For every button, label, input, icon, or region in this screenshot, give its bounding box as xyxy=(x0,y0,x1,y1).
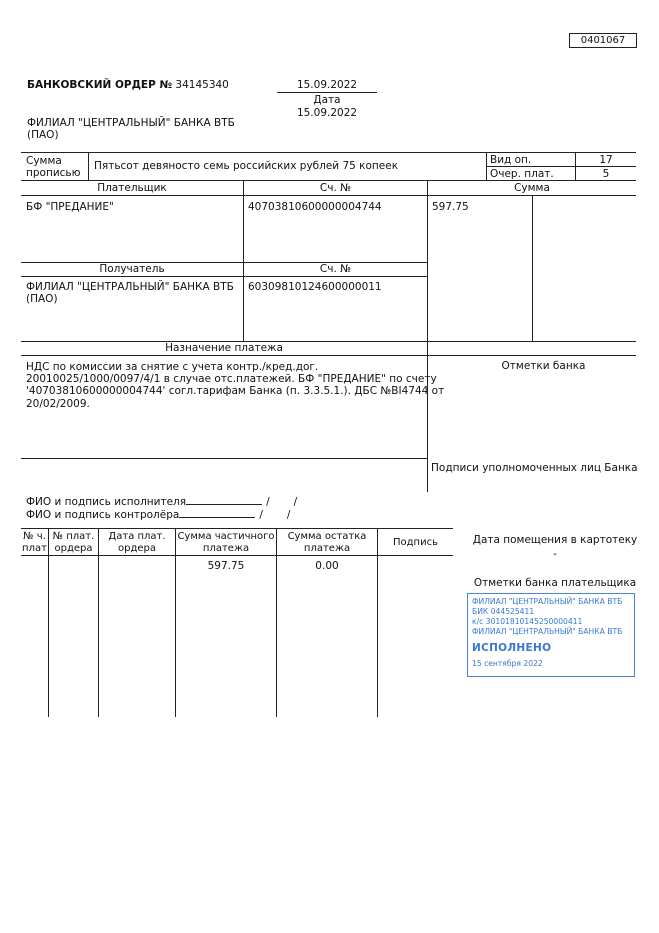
table-line xyxy=(427,180,428,492)
col-header-order-date xyxy=(99,531,175,555)
table-line xyxy=(21,152,636,153)
date-underline xyxy=(277,92,377,93)
table-line xyxy=(276,528,277,717)
op-type-value: 17 xyxy=(599,154,613,166)
table-line xyxy=(21,276,427,277)
sum-value: 597.75 xyxy=(432,201,469,213)
slash: / xyxy=(286,509,291,521)
payer-account-header: Сч. № xyxy=(319,182,352,194)
header-line: Сумма частичного xyxy=(177,531,275,542)
bank-name-line1: ФИЛИАЛ "ЦЕНТРАЛЬНЫЙ" БАНКА ВТБ xyxy=(27,117,235,129)
purpose-line: '40703810600000004744' согл.тарифам Банка (п. 3.3.5.1.). ДБС №BI4744 от xyxy=(26,385,445,398)
table-line xyxy=(532,195,533,341)
header-line: № ч. xyxy=(23,531,46,542)
recipient-header: Получатель xyxy=(99,263,165,275)
slash: / xyxy=(259,509,263,521)
executor-label: ФИО и подпись исполнителя xyxy=(26,496,187,508)
table-line xyxy=(98,528,99,717)
col-header-partial-sum xyxy=(176,531,276,555)
table-line xyxy=(486,152,487,180)
bank-marks-label: Отметки банка xyxy=(501,360,586,372)
purpose-line: 20/02/2009. xyxy=(26,397,90,410)
col-header-remaining-sum xyxy=(277,531,377,555)
header-line: ордера xyxy=(54,543,93,554)
controller-label: ФИО и подпись контролёра xyxy=(26,509,180,521)
stamp-line: ФИЛИАЛ "ЦЕНТРАЛЬНЫЙ" БАНКА ВТБ xyxy=(472,597,623,606)
table-line xyxy=(21,355,636,356)
col-header-signature: Подпись xyxy=(393,537,438,548)
date-value: 15.09.2022 xyxy=(296,79,358,91)
recipient-name-line2: (ПАО) xyxy=(26,293,58,305)
col-header-part-no xyxy=(21,531,48,555)
stamp-line: БИК 044525411 xyxy=(472,607,535,616)
amount-words-label-line2: прописью xyxy=(26,167,81,179)
form-code: 0401067 xyxy=(569,33,637,48)
table-line xyxy=(88,152,89,180)
payer-account: 40703810600000004744 xyxy=(248,201,382,213)
recipient-name xyxy=(26,281,234,305)
amount-words-value: Пятьсот девяносто семь российских рублей 75 копеек xyxy=(94,160,399,172)
purpose-line: НДС по комиссии за снятие с учета контр./кред.дог. xyxy=(26,361,319,373)
recipient-account-header: Сч. № xyxy=(319,263,352,275)
card-file-label: Дата помещения в картотеку xyxy=(472,534,638,546)
table-line xyxy=(175,528,176,717)
slash: / xyxy=(266,496,270,508)
stamp-status: ИСПОЛНЕНО xyxy=(472,642,552,654)
controller-signature-line[interactable] xyxy=(179,507,255,518)
remaining-sum-value: 0.00 xyxy=(315,560,339,572)
table-line xyxy=(48,528,49,717)
header-line: № плат. xyxy=(52,531,95,542)
stamp-line: ФИЛИАЛ "ЦЕНТРАЛЬНЫЙ" БАНКА ВТБ xyxy=(472,627,623,636)
table-line xyxy=(486,166,636,167)
payer-header: Плательщик xyxy=(97,182,167,194)
amount-words-label-line1: Сумма xyxy=(26,155,62,167)
partial-sum-value: 597.75 xyxy=(207,560,245,572)
title-label: БАНКОВСКИЙ ОРДЕР № xyxy=(27,79,173,91)
header-line: платежа xyxy=(202,543,250,554)
purpose-text xyxy=(26,361,444,410)
payer-bank-marks-label: Отметки банка плательщика xyxy=(473,577,637,589)
priority-label: Очер. плат. xyxy=(490,168,554,180)
op-type-label: Вид оп. xyxy=(490,154,532,166)
recipient-account: 60309810124600000011 xyxy=(248,281,382,293)
recipient-name-line1: ФИЛИАЛ "ЦЕНТРАЛЬНЫЙ" БАНКА ВТБ xyxy=(26,281,234,293)
amount-words-label xyxy=(26,155,80,179)
executor-signature-line[interactable] xyxy=(186,494,262,505)
date-label: Дата xyxy=(313,94,341,106)
slash: / xyxy=(293,496,298,508)
bank-signatures-label: Подписи уполномоченных лиц Банка xyxy=(431,462,638,474)
table-line xyxy=(21,195,636,196)
bank-stamp xyxy=(467,593,635,677)
payer-name: БФ "ПРЕДАНИЕ" xyxy=(26,201,114,213)
executor-signature xyxy=(26,494,297,508)
table-line xyxy=(21,555,453,556)
table-line xyxy=(21,458,427,459)
header-line: Сумма остатка xyxy=(287,531,367,542)
purpose-line: 20010025/1000/0097/4/1 в случае отс.платежей. БФ "ПРЕДАНИЕ" по счету xyxy=(26,373,437,386)
table-line xyxy=(243,180,244,341)
bank-name-line2: (ПАО) xyxy=(27,129,59,141)
header-line: платежа xyxy=(303,543,351,554)
header-line: Дата плат. xyxy=(108,531,166,542)
table-line xyxy=(377,528,378,717)
table-line xyxy=(21,528,453,529)
document-title xyxy=(27,79,229,91)
controller-signature xyxy=(26,507,290,521)
table-line xyxy=(21,180,636,181)
date-second: 15.09.2022 xyxy=(296,107,358,119)
header-line: плат xyxy=(22,543,47,554)
col-header-order-no xyxy=(49,531,98,555)
header-line: ордера xyxy=(117,543,156,554)
purpose-header: Назначение платежа xyxy=(165,342,283,354)
order-number: 34145340 xyxy=(175,79,229,91)
stamp-line: к/с 30101810145250000411 xyxy=(472,617,583,626)
sum-header: Сумма xyxy=(514,182,550,194)
stamp-date: 15 сентября 2022 xyxy=(472,659,543,668)
card-file-value: - xyxy=(553,548,557,560)
priority-value: 5 xyxy=(602,168,610,180)
